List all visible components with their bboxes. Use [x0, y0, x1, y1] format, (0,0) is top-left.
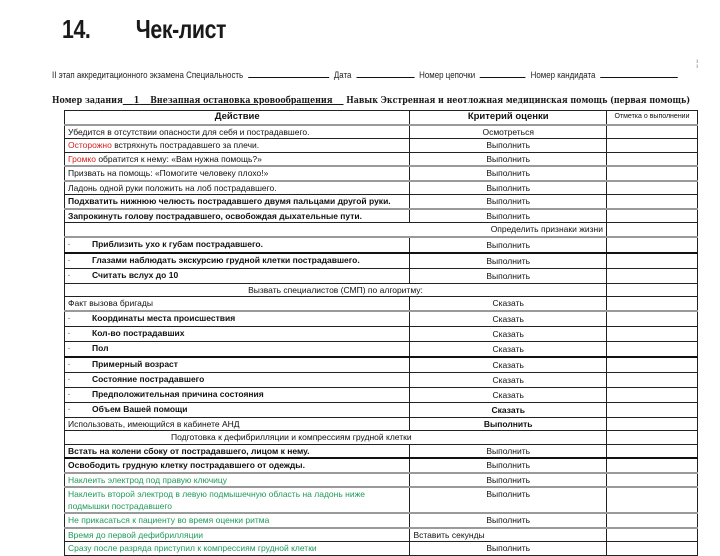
table-row	[65, 326, 698, 341]
table-row	[65, 152, 698, 166]
criterion-cell: Выполнить	[410, 444, 607, 458]
table-row	[65, 125, 698, 139]
criterion-cell: Выполнить	[410, 166, 607, 181]
table-row	[65, 402, 698, 417]
criterion-cell: Выполнить	[410, 237, 607, 253]
table-row	[65, 166, 698, 181]
bullet-icon: ·	[68, 272, 71, 280]
mark-cell[interactable]	[606, 268, 697, 283]
criterion-cell: Сказать	[410, 387, 607, 402]
criterion-cell: Выполнить	[410, 152, 607, 166]
mark-cell	[606, 223, 697, 237]
table-row	[65, 139, 698, 153]
section-row	[65, 283, 698, 297]
table-row	[65, 513, 698, 528]
mark-cell[interactable]	[606, 372, 697, 387]
criterion-cell: Сказать	[410, 372, 607, 387]
criterion-cell: Выполнить	[410, 181, 607, 195]
candidate-field[interactable]	[600, 69, 677, 78]
action-cell: · Предположительная причина состояния	[65, 387, 410, 402]
action-cell: · Пол	[65, 341, 410, 357]
action-cell: Сразу после разряда приступил к компрессиям грудной клетки	[65, 542, 410, 556]
criterion-cell: Выполнить	[410, 209, 607, 223]
mark-cell[interactable]	[606, 357, 697, 373]
table-row	[65, 487, 698, 513]
chain-label: Номер цепочки	[419, 70, 476, 80]
date-field[interactable]	[356, 69, 414, 78]
table-row	[65, 444, 698, 458]
action-cell: · Считать вслух до 10	[65, 268, 410, 283]
criterion-cell: Сказать	[410, 311, 607, 327]
criterion-cell: Сказать	[410, 326, 607, 341]
task-number-value: 1 Внезапная остановка кровообращения	[133, 95, 333, 106]
action-cell: Громко обратится к нему: «Вам нужна помощь?»	[65, 152, 410, 166]
mark-cell[interactable]	[606, 473, 697, 488]
action-cell: Наклеить второй электрод в левую подмышечную область на ладонь ниже подмышки пострадавшего	[65, 487, 410, 513]
mark-cell[interactable]	[606, 487, 697, 513]
table-header-row	[65, 111, 698, 125]
mark-cell[interactable]	[606, 542, 697, 556]
criterion-cell: Сказать	[410, 357, 607, 373]
table-row	[65, 542, 698, 556]
section-row	[65, 223, 698, 237]
table-row	[65, 372, 698, 387]
action-cell: Подхватить нижнюю челюсть пострадавшего двумя пальцами другой руки.	[65, 195, 410, 209]
chain-field[interactable]	[480, 69, 526, 78]
header-action: Действие	[65, 111, 410, 125]
table-row	[65, 253, 698, 269]
mark-cell[interactable]	[606, 402, 697, 417]
mark-cell[interactable]	[606, 181, 697, 195]
table-row	[65, 357, 698, 373]
criterion-cell: Сказать	[410, 297, 607, 311]
table-row	[65, 209, 698, 223]
mark-cell[interactable]	[606, 152, 697, 166]
criterion-cell: Выполнить	[410, 253, 607, 269]
table-row	[65, 458, 698, 473]
bullet-icon: ·	[68, 315, 71, 323]
action-cell: Ладонь одной руки положить на лоб пострадавшего.	[65, 181, 410, 195]
date-label: Дата	[333, 70, 352, 80]
mark-cell	[606, 431, 697, 445]
mark-cell[interactable]	[606, 297, 697, 311]
criterion-cell: Выполнить	[410, 195, 607, 209]
exam-meta-line	[52, 69, 680, 80]
mark-cell[interactable]	[606, 253, 697, 269]
bullet-icon: ·	[68, 257, 71, 265]
criterion-cell: Выполнить	[410, 417, 607, 431]
page-title	[62, 14, 226, 45]
mark-cell[interactable]	[606, 166, 697, 181]
action-cell: Осторожно встряхнуть пострадавшего за плечи.	[65, 139, 410, 153]
criterion-cell: Выполнить	[410, 268, 607, 283]
table-row	[65, 297, 698, 311]
table-row	[65, 473, 698, 488]
action-cell: · Объем Вашей помощи	[65, 402, 410, 417]
criterion-cell: Осмотреться	[410, 125, 607, 139]
mark-cell[interactable]	[606, 125, 697, 139]
stage-label: II этап аккредитационного экзамена Специальность	[52, 70, 244, 80]
header-criterion: Критерий оценки	[410, 111, 607, 125]
action-cell: Использовать, имеющийся в кабинете АНД	[65, 417, 410, 431]
action-cell: Призвать на помощь: «Помогите человеку плохо!»	[65, 166, 410, 181]
mark-cell[interactable]	[606, 417, 697, 431]
bullet-icon: ·	[68, 345, 71, 353]
emphasis-text: Громко	[68, 153, 96, 164]
checklist-table	[64, 110, 698, 556]
criterion-cell: Выполнить	[410, 513, 607, 528]
table-row	[65, 387, 698, 402]
specialty-field[interactable]	[248, 69, 329, 78]
mark-cell[interactable]	[606, 341, 697, 357]
mark-cell[interactable]	[606, 528, 697, 542]
bullet-icon: ·	[68, 376, 71, 384]
candidate-label: Номер кандидата	[530, 70, 596, 80]
section-heading: Определить признаки жизни	[65, 223, 607, 237]
section-row	[65, 431, 698, 445]
mark-cell[interactable]	[606, 444, 697, 458]
action-cell: Время до первой дефибрилляции	[65, 528, 410, 542]
table-row	[65, 311, 698, 327]
mark-cell[interactable]	[606, 326, 697, 341]
bullet-icon: ·	[68, 391, 71, 399]
criterion-cell: Вставить секунды	[410, 528, 607, 542]
criterion-cell: Выполнить	[410, 139, 607, 153]
action-cell: · Приблизить ухо к губам пострадавшего.	[65, 237, 410, 253]
table-row	[65, 341, 698, 357]
title-text: Чек-лист	[135, 14, 227, 44]
mark-cell[interactable]	[606, 513, 697, 528]
action-cell: · Состояние пострадавшего	[65, 372, 410, 387]
mark-cell[interactable]	[606, 458, 697, 473]
section-number: 14.	[62, 14, 91, 44]
bullet-icon: ·	[68, 361, 71, 369]
mark-cell[interactable]	[606, 139, 697, 153]
table-row	[65, 528, 698, 542]
section-heading: Вызвать специалистов (СМП) по алгоритму:	[65, 283, 607, 297]
task-skill: Навык Экстренная и неотложная медицинская помощь (первая помощь)	[346, 95, 691, 106]
action-cell: Освободить грудную клетку пострадавшего от одежды.	[65, 458, 410, 473]
mark-cell[interactable]	[606, 209, 697, 223]
action-cell: Встать на колени сбоку от пострадавшего, лицом к нему.	[65, 444, 410, 458]
mark-cell[interactable]	[606, 195, 697, 209]
action-cell: · Примерный возраст	[65, 357, 410, 373]
action-cell: · Кол-во пострадавших	[65, 326, 410, 341]
mark-cell[interactable]	[606, 311, 697, 327]
criterion-cell: Выполнить	[410, 542, 607, 556]
action-cell: Не прикасаться к пациенту во время оценки ритма	[65, 513, 410, 528]
table-row	[65, 268, 698, 283]
action-cell: Запрокинуть голову пострадавшего, освобождая дыхательные пути.	[65, 209, 410, 223]
action-cell: Убедится в отсутствии опасности для себя и пострадавшего.	[65, 125, 410, 139]
action-cell: · Глазами наблюдать экскурсию грудной клетки пострадавшего.	[65, 253, 410, 269]
header-mark: Отметка о выполнении	[606, 111, 697, 125]
mark-cell	[606, 283, 697, 297]
emphasis-text: Осторожно	[68, 140, 112, 151]
bullet-icon: ·	[68, 241, 71, 249]
mark-cell[interactable]	[606, 387, 697, 402]
task-name: Внезапная остановка кровообращения	[150, 95, 333, 106]
bullet-icon: ·	[68, 406, 71, 414]
criterion-cell: Выполнить	[410, 458, 607, 473]
action-cell: Наклеить электрод под правую ключицу	[65, 473, 410, 488]
criterion-cell: Выполнить	[410, 473, 607, 488]
table-row	[65, 195, 698, 209]
criterion-cell: Сказать	[410, 402, 607, 417]
task-number-label: Номер задания	[52, 95, 123, 106]
task-line	[52, 95, 690, 106]
section-heading: Подготовка к дефибрилляции и компрессиям грудной клетки	[65, 431, 607, 445]
edge-mark: ¦	[696, 58, 699, 68]
action-cell: Факт вызова бригады	[65, 297, 410, 311]
table-row	[65, 417, 698, 431]
table-row	[65, 181, 698, 195]
mark-cell[interactable]	[606, 237, 697, 253]
bullet-icon: ·	[68, 330, 71, 338]
criterion-cell: Сказать	[410, 341, 607, 357]
table-row	[65, 237, 698, 253]
criterion-cell: Выполнить	[410, 487, 607, 513]
action-cell: · Координаты места происшествия	[65, 311, 410, 327]
